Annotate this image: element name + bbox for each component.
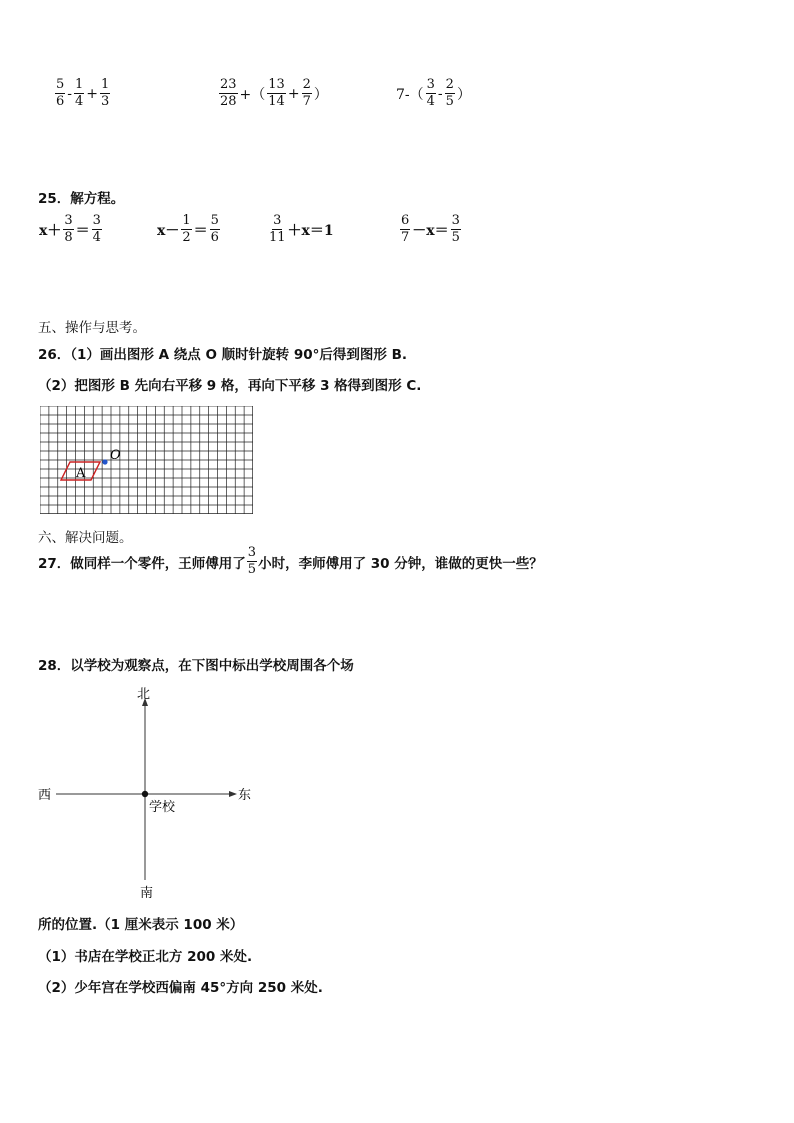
school-label: 学校 — [149, 800, 176, 815]
operator: ＋x＝1 — [287, 222, 334, 239]
fraction: $\frac{5}{6}$ — [56, 77, 65, 109]
question-25-title: 25．解方程。 — [38, 191, 125, 207]
section-5-heading: 五、操作与思考。 — [38, 320, 146, 336]
operator: + — [86, 85, 99, 102]
fraction: $\frac{2}{7}$ — [302, 77, 311, 109]
question-27-text-start: 27．做同样一个零件，王师傅用了 — [38, 555, 246, 572]
operator: +（ — [239, 86, 266, 103]
point-o — [102, 459, 107, 464]
equation-3 — [268, 214, 335, 245]
bracket: ） — [313, 86, 328, 103]
west-label: 西 — [38, 788, 52, 803]
operator: + — [287, 85, 300, 102]
fraction: $\frac{1}{3}$ — [101, 77, 110, 109]
section-6-heading: 六、解决问题。 — [38, 530, 133, 546]
fraction: $\frac{1}{4}$ — [75, 77, 84, 109]
calc-expression-1 — [54, 78, 111, 109]
operator: ＝ — [75, 222, 90, 239]
south-label: 南 — [140, 886, 154, 901]
east-arrow-icon — [229, 791, 237, 797]
question-28-line-2: 所的位置.（1 厘米表示 100 米） — [38, 917, 244, 933]
fraction: $\frac{13}{14}$ — [268, 77, 285, 109]
fraction: $\frac{3}{5}$ — [247, 545, 257, 577]
calc-expression-3 — [395, 78, 472, 109]
north-label: 北 — [137, 687, 151, 702]
fraction: $\frac{2}{5}$ — [445, 77, 454, 109]
fraction: $\frac{3}{11}$ — [269, 213, 286, 245]
question-26-part-1: 26．（1）画出图形 A 绕点 O 顺时针旋转 90°后得到图形 B. — [38, 347, 408, 363]
bracket: ） — [456, 86, 471, 103]
equation-1 — [38, 214, 103, 245]
fraction: $\frac{23}{28}$ — [220, 77, 237, 109]
grid-figure — [40, 406, 253, 514]
question-28-item-1: （1）书店在学校正北方 200 米处. — [38, 949, 253, 965]
operator: ＝ — [193, 222, 208, 239]
question-27-text-end: 小时，李师傅用了 30 分钟，谁做的更快一些？ — [258, 555, 543, 572]
operator: x－ — [157, 222, 180, 239]
operator: x＋ — [39, 222, 62, 239]
fraction: $\frac{1}{2}$ — [182, 213, 191, 245]
operator: - — [67, 85, 73, 102]
grid-lines — [40, 406, 253, 514]
fraction: $\frac{5}{6}$ — [210, 213, 219, 245]
school-point — [142, 791, 148, 797]
equation-2 — [156, 214, 221, 245]
question-28-item-2: （2）少年宫在学校西偏南 45°方向 250 米处. — [38, 980, 323, 996]
fraction: $\frac{6}{7}$ — [401, 213, 410, 245]
shape-a-label: A — [76, 466, 86, 481]
point-o-label: O — [110, 448, 121, 463]
east-label: 东 — [238, 788, 252, 803]
fraction: $\frac{3}{8}$ — [64, 213, 73, 245]
fraction: $\frac{3}{4}$ — [426, 77, 435, 109]
operator: - — [437, 85, 443, 102]
fraction: $\frac{3}{4}$ — [92, 213, 101, 245]
question-28-line-1: 28．以学校为观察点，在下图中标出学校周围各个场 — [38, 658, 354, 674]
fraction: $\frac{3}{5}$ — [451, 213, 460, 245]
calc-expression-2 — [218, 78, 329, 109]
equation-4 — [399, 214, 462, 245]
operator: 7-（ — [396, 86, 424, 103]
operator: －x＝ — [412, 222, 449, 239]
question-26-part-2: （2）把图形 B 先向右平移 9 格，再向下平移 3 格得到图形 C. — [38, 378, 422, 394]
compass-diagram — [30, 684, 270, 902]
question-27 — [38, 546, 543, 577]
